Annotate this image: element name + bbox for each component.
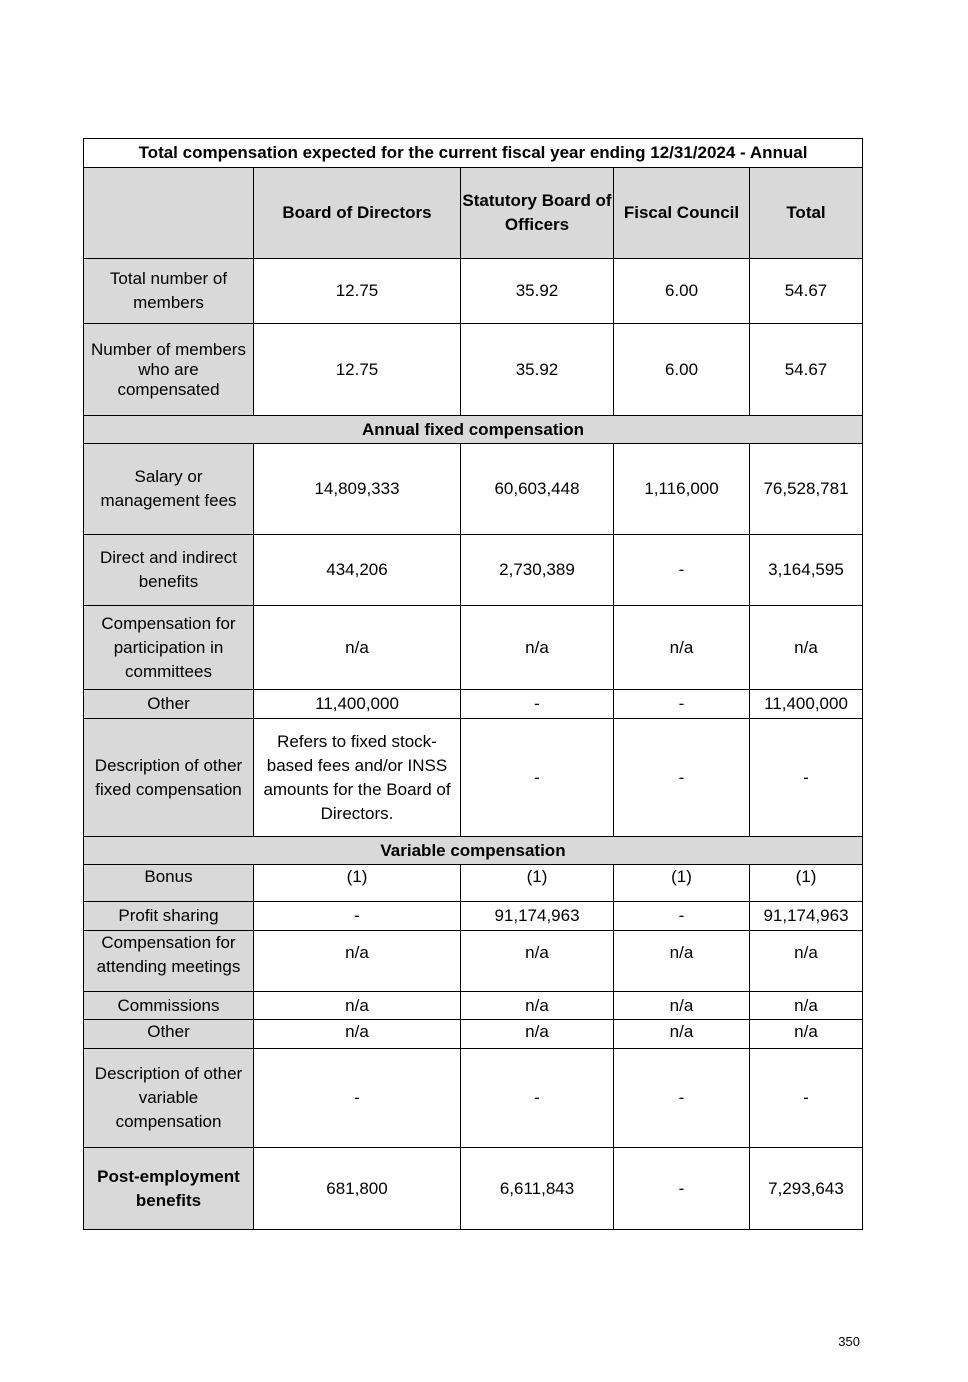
header-empty <box>84 168 254 259</box>
cell-fiscal: 1,116,000 <box>614 444 750 535</box>
cell-total: 11,400,000 <box>750 690 863 719</box>
cell-board: 434,206 <box>254 535 461 606</box>
table-row <box>84 444 863 535</box>
row-label: Description of other fixed compensation <box>84 719 254 837</box>
cell-officers: - <box>461 690 614 719</box>
cell-officers: n/a <box>461 992 614 1020</box>
cell-fiscal: - <box>614 690 750 719</box>
table-row <box>84 1020 863 1049</box>
cell-total: 76,528,781 <box>750 444 863 535</box>
cell-total: n/a <box>750 931 863 992</box>
row-label: Description of other variable compensation <box>84 1049 254 1148</box>
cell-fiscal: n/a <box>614 606 750 690</box>
cell-board: n/a <box>254 606 461 690</box>
row-label: Other <box>84 690 254 719</box>
cell-board: Refers to fixed stock-based fees and/or INSS amounts for the Board of Directors. <box>254 719 461 837</box>
table-row <box>84 606 863 690</box>
cell-total: 3,164,595 <box>750 535 863 606</box>
cell-board: n/a <box>254 1020 461 1049</box>
cell-board: 681,800 <box>254 1148 461 1230</box>
table-row <box>84 324 863 416</box>
row-label: Other <box>84 1020 254 1049</box>
cell-total: n/a <box>750 1020 863 1049</box>
cell-officers: n/a <box>461 1020 614 1049</box>
table-row <box>84 931 863 992</box>
table-row <box>84 259 863 324</box>
header-board-of-directors: Board of Directors <box>254 168 461 259</box>
row-label: Direct and indirect benefits <box>84 535 254 606</box>
table-row <box>84 992 863 1020</box>
table-row <box>84 690 863 719</box>
cell-officers: 35.92 <box>461 324 614 416</box>
cell-total: n/a <box>750 606 863 690</box>
cell-officers: n/a <box>461 931 614 992</box>
cell-fiscal: (1) <box>614 865 750 902</box>
cell-total: - <box>750 719 863 837</box>
cell-officers: 35.92 <box>461 259 614 324</box>
cell-board: - <box>254 1049 461 1148</box>
table-row <box>84 719 863 837</box>
header-row <box>84 168 863 259</box>
row-label: Salary or management fees <box>84 444 254 535</box>
cell-total: 54.67 <box>750 324 863 416</box>
row-label: Bonus <box>84 865 254 902</box>
cell-officers: 60,603,448 <box>461 444 614 535</box>
cell-officers: 2,730,389 <box>461 535 614 606</box>
cell-board: n/a <box>254 992 461 1020</box>
row-label: Number of members who are compensated <box>84 324 254 416</box>
cell-total: (1) <box>750 865 863 902</box>
cell-total: 91,174,963 <box>750 902 863 931</box>
cell-fiscal: - <box>614 719 750 837</box>
cell-board: 11,400,000 <box>254 690 461 719</box>
table-row <box>84 865 863 902</box>
table-row <box>84 902 863 931</box>
cell-officers: - <box>461 719 614 837</box>
cell-officers: - <box>461 1049 614 1148</box>
cell-fiscal: n/a <box>614 992 750 1020</box>
header-total: Total <box>750 168 863 259</box>
cell-total: 7,293,643 <box>750 1148 863 1230</box>
cell-fiscal: - <box>614 1049 750 1148</box>
cell-board: - <box>254 902 461 931</box>
row-label: Compensation for attending meetings <box>84 931 254 992</box>
cell-fiscal: - <box>614 535 750 606</box>
cell-total: 54.67 <box>750 259 863 324</box>
cell-board: 12.75 <box>254 324 461 416</box>
cell-board: 12.75 <box>254 259 461 324</box>
cell-total: - <box>750 1049 863 1148</box>
row-label: Total number of members <box>84 259 254 324</box>
cell-board: n/a <box>254 931 461 992</box>
table-row <box>84 535 863 606</box>
cell-total: n/a <box>750 992 863 1020</box>
cell-fiscal: - <box>614 902 750 931</box>
row-label: Commissions <box>84 992 254 1020</box>
cell-board: 14,809,333 <box>254 444 461 535</box>
header-statutory-board: Statutory Board of Officers <box>461 168 614 259</box>
cell-fiscal: - <box>614 1148 750 1230</box>
row-label: Post-employment benefits <box>84 1148 254 1230</box>
cell-officers: 6,611,843 <box>461 1148 614 1230</box>
header-fiscal-council: Fiscal Council <box>614 168 750 259</box>
table-row <box>84 1049 863 1148</box>
table-title: Total compensation expected for the current fiscal year ending 12/31/2024 - Annual <box>84 139 863 168</box>
cell-officers: 91,174,963 <box>461 902 614 931</box>
cell-fiscal: 6.00 <box>614 259 750 324</box>
cell-officers: n/a <box>461 606 614 690</box>
cell-fiscal: n/a <box>614 1020 750 1049</box>
cell-fiscal: n/a <box>614 931 750 992</box>
section-header-variable: Variable compensation <box>84 837 863 865</box>
cell-board: (1) <box>254 865 461 902</box>
cell-officers: (1) <box>461 865 614 902</box>
table-row <box>84 1148 863 1230</box>
section-header-fixed: Annual fixed compensation <box>84 416 863 444</box>
row-label: Profit sharing <box>84 902 254 931</box>
row-label: Compensation for participation in committees <box>84 606 254 690</box>
compensation-table <box>83 138 863 1230</box>
cell-fiscal: 6.00 <box>614 324 750 416</box>
page-number: 350 <box>838 1334 860 1349</box>
